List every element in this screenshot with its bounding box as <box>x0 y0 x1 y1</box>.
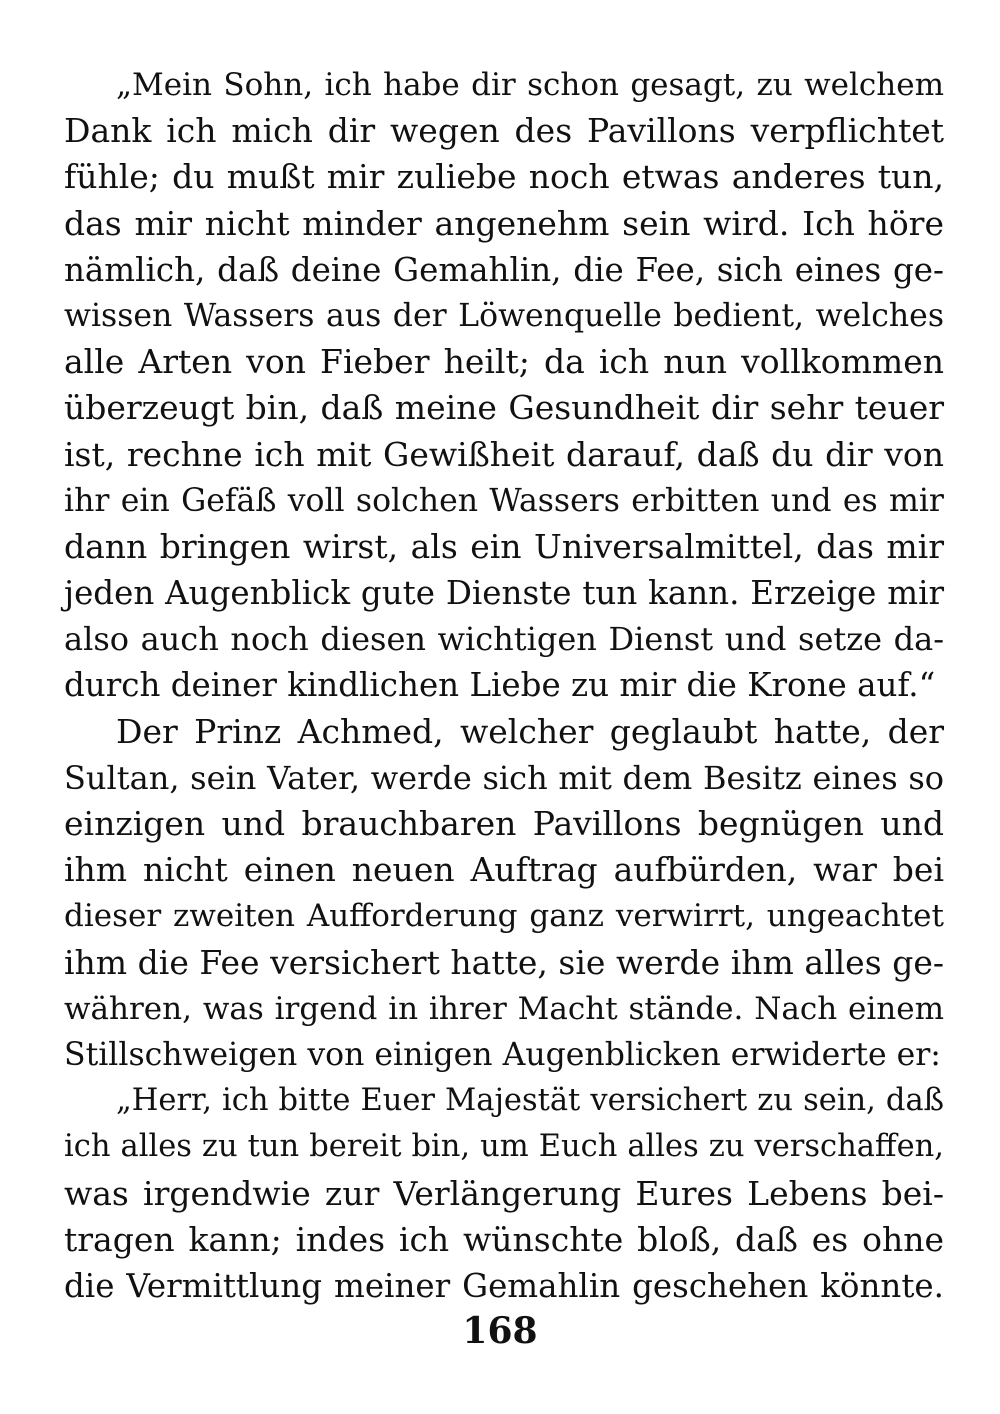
text-line: Dank ich mich dir wegen des Pavillons verpflichtet <box>64 111 944 151</box>
text-line: was irgendwie zur Verlängerung Eures Lebens bei- <box>64 1173 944 1213</box>
text-line: alle Arten von Fieber heilt; da ich nun vollkommen <box>64 342 944 382</box>
text-line: ihm nicht einen neuen Auftrag aufbürden, war bei <box>64 850 944 890</box>
text-line: wissen Wassers aus der Löwenquelle bedient, welches <box>64 297 944 334</box>
text-line: tragen kann; indes ich wünschte bloß, daß es ohne <box>64 1219 944 1259</box>
text-line: dieser zweiten Aufforderung ganz verwirrt, ungeachtet <box>64 898 944 935</box>
text-line: die Vermittlung meiner Gemahlin geschehen könnte. <box>64 1266 944 1305</box>
text-line: einzigen und brauchbaren Pavillons begnügen und <box>64 804 944 843</box>
text-line: fühle; du mußt mir zuliebe noch etwas anderes tun, <box>64 157 944 197</box>
body-text <box>64 62 944 1309</box>
text-line: durch deiner kindlichen Liebe zu mir die Krone auf.“ <box>64 666 936 705</box>
text-line: ist, rechne ich mit Gewißheit darauf, daß du dir von <box>64 434 944 474</box>
text-line: währen, was irgend in ihrer Macht stände. Nach einem <box>64 990 944 1027</box>
text-line: nämlich, daß deine Gemahlin, die Fee, sich eines ge- <box>64 250 944 289</box>
page-number: 168 <box>462 1310 538 1352</box>
text-line: Sultan, sein Vater, werde sich mit dem Besitz eines so <box>64 758 944 797</box>
text-line: das mir nicht minder angenehm sein wird. Ich höre <box>64 203 944 243</box>
text-line: also auch noch diesen wichtigen Dienst und setze da- <box>64 620 944 659</box>
text-line: dann bringen wirst, als ein Universalmittel, das mir <box>64 526 944 566</box>
text-line: ihr ein Gefäß voll solchen Wassers erbitten und es mir <box>64 482 944 519</box>
text-line: überzeugt bin, daß meine Gesundheit dir sehr teuer <box>64 388 944 428</box>
text-line: jeden Augenblick gute Dienste tun kann. Erzeige mir <box>64 574 944 613</box>
text-line: „Herr, ich bitte Euer Majestät versichert zu sein, daß <box>116 1083 944 1119</box>
text-line: ihm die Fee versichert hatte, sie werde ihm alles ge- <box>64 942 944 982</box>
text-line: „Mein Sohn, ich habe dir schon gesagt, zu welchem <box>116 67 944 103</box>
text-line: ich alles zu tun bereit bin, um Euch alles zu verschaffen, <box>64 1129 944 1165</box>
text-line: Stillschweigen von einigen Augenblicken erwiderte er: <box>64 1036 941 1073</box>
text-line: Der Prinz Achmed, welcher geglaubt hatte, der <box>116 711 944 751</box>
